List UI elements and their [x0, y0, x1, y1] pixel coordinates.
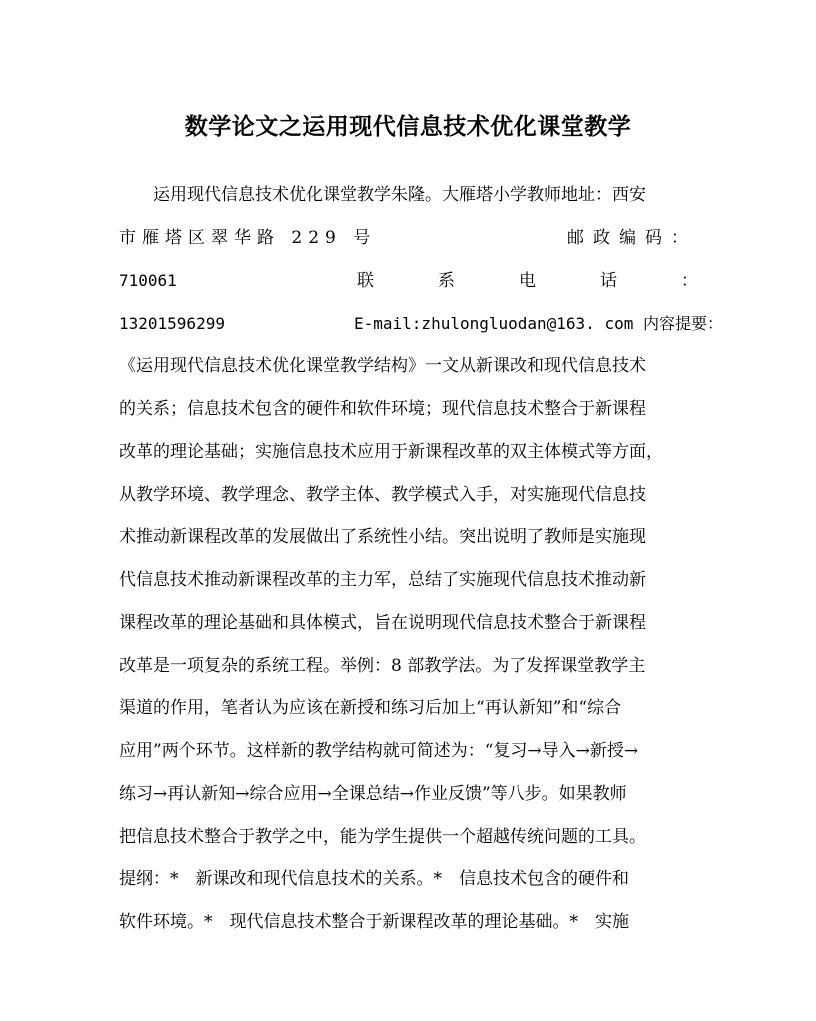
body-line — [119, 606, 697, 640]
body-line-text: 应用”两个环节。这样新的教学结构就可简述为：“复习→导入→新授→ — [119, 741, 639, 761]
body-line — [119, 862, 697, 896]
document-title: 数学论文之运用现代信息技术优化课堂教学 — [184, 113, 632, 140]
body-line-text: 代信息技术推动新课程改革的主力军，总结了实施现代信息技术推动新 — [119, 570, 646, 590]
body-line-text: 课程改革的理论基础和具体模式，旨在说明现代信息技术整合于新课程 — [119, 613, 646, 633]
body-line-text: 的关系；信息技术包含的硬件和软件环境；现代信息技术整合于新课程 — [119, 399, 646, 419]
body-line-text: 从教学环境、教学理念、教学主体、教学模式入手，对实施现代信息技 — [119, 485, 646, 505]
body-line — [119, 478, 697, 512]
body-line — [119, 691, 697, 725]
body-line — [119, 649, 697, 683]
postal-code-label: 邮政编码： — [567, 228, 697, 248]
phone-label: 联系电话： — [357, 271, 762, 291]
body-line — [119, 734, 697, 768]
body-line-text: 术推动新课程改革的发展做出了系统性小结。突出说明了教师是实施现 — [119, 527, 646, 547]
body-line — [119, 349, 697, 383]
body-line-text: 提纲：* 新课改和现代信息技术的关系。* 信息技术包含的硬件和 — [119, 869, 629, 889]
body-line — [119, 520, 697, 554]
body-line — [119, 905, 697, 939]
email-and-abstract-label: E-mail:zhulongluodan@163. com 内容提要： — [354, 314, 723, 333]
body-line-text: 练习→再认新知→综合应用→全课总结→作业反馈”等八步。如果教师 — [119, 784, 627, 804]
body-line — [119, 264, 762, 298]
body-line-text: 软件环境。* 现代信息技术整合于新课程改革的理论基础。* 实施 — [119, 912, 629, 932]
body-line-text: 改革的理论基础；实施信息技术应用于新课程改革的双主体模式等方面， — [119, 442, 663, 462]
body-line-text: 《运用现代信息技术优化课堂教学结构》一文从新课改和现代信息技术 — [119, 356, 646, 376]
body-line — [119, 820, 697, 854]
body-line — [119, 392, 697, 426]
body-line — [119, 178, 697, 212]
body-line-text: 把信息技术整合于教学之中，能为学生提供一个超越传统问题的工具。 — [119, 827, 646, 847]
phone-number: 13201596299 — [119, 314, 225, 333]
address-text: 市雁塔区翠华路 229 号 — [119, 228, 377, 248]
body-line — [119, 435, 697, 469]
body-line — [119, 221, 697, 255]
body-line-text: 改革是一项复杂的系统工程。举例：8 部教学法。为了发挥课堂教学主 — [119, 656, 646, 676]
body-line — [119, 307, 723, 341]
body-line — [119, 777, 697, 811]
body-line — [119, 563, 697, 597]
body-line-text: 运用现代信息技术优化课堂教学朱隆。大雁塔小学教师地址：西安 — [153, 185, 646, 205]
postal-code-value: 710061 — [119, 271, 177, 290]
body-line-text: 渠道的作用，笔者认为应该在新授和练习后加上“再认新知”和“综合 — [119, 698, 622, 718]
